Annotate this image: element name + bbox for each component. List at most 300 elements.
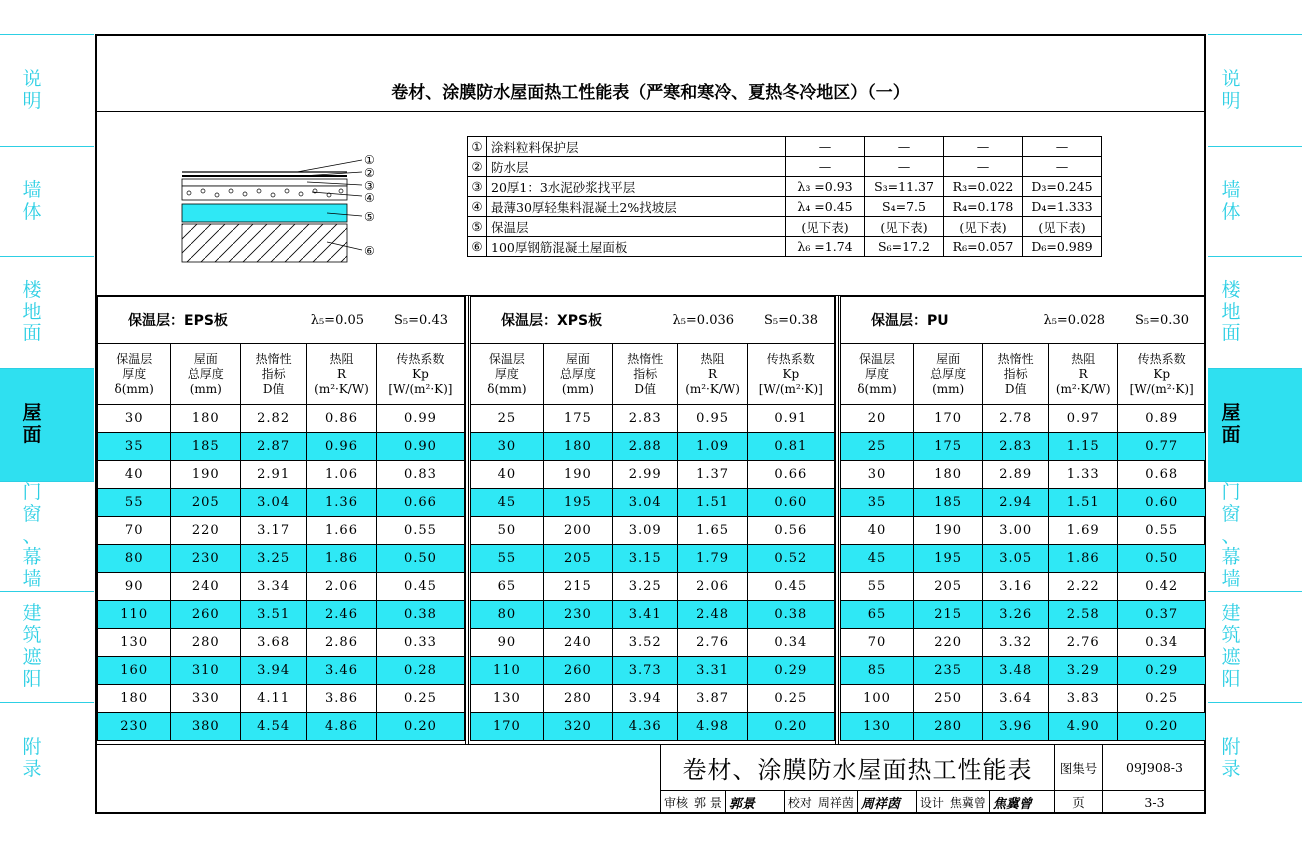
nav-item-char: 录 (1221, 757, 1241, 780)
layer-num: ⑤ (468, 217, 487, 237)
cell-total: 175 (543, 405, 612, 433)
cell-total: 205 (914, 573, 983, 601)
nav-item-char: 幕 (22, 546, 42, 569)
cell-coef: 0.50 (1118, 545, 1206, 573)
nav-item-5[interactable] (0, 591, 94, 702)
column-header-line: 屋面 (193, 351, 218, 366)
cell-total: 205 (543, 545, 612, 573)
table-row (471, 657, 835, 685)
layer-num: ② (468, 157, 487, 177)
cell-resistance: 3.31 (678, 657, 747, 685)
cell-coef: 0.34 (747, 629, 834, 657)
cell-thickness: 65 (471, 573, 544, 601)
column-header-line: 热惰性 (997, 351, 1034, 366)
nav-item-6[interactable] (0, 702, 94, 814)
atlas-number: 09J908-3 (1102, 745, 1206, 791)
column-header-line: [W/(m²·K)] (1129, 381, 1194, 396)
construction-section (97, 112, 1204, 296)
cell-thickness: 90 (98, 573, 171, 601)
layer-row (468, 177, 1102, 197)
column-header-line: 热惰性 (627, 351, 664, 366)
column-header-thickness (98, 344, 171, 405)
column-header-line: D值 (262, 381, 285, 396)
layer-num: ③ (468, 177, 487, 197)
column-header-line: Kp (782, 366, 800, 381)
table-row (471, 573, 835, 601)
cell-total: 185 (171, 433, 241, 461)
table-row (471, 545, 835, 573)
cell-coef: 0.81 (747, 433, 834, 461)
cell-resistance: 1.33 (1049, 461, 1118, 489)
cell-coef: 0.29 (1118, 657, 1206, 685)
layer-lambda: λ₄ =0.45 (786, 197, 865, 217)
cell-coef: 0.25 (747, 685, 834, 713)
layer-name: 100厚钢筋混凝土屋面板 (487, 237, 786, 257)
cell-total: 180 (543, 433, 612, 461)
atlas-label: 图集号 (1054, 745, 1102, 791)
cell-thickness: 100 (841, 685, 914, 713)
section-label-1: ① (364, 153, 375, 167)
layer-d: D₃=0.245 (1023, 177, 1102, 197)
column-header-line: (mm) (932, 381, 965, 396)
column-header-total (543, 344, 612, 405)
layer-s: — (865, 157, 944, 177)
layer-name: 防水层 (487, 157, 786, 177)
cell-resistance: 1.69 (1049, 517, 1118, 545)
layer-row (468, 197, 1102, 217)
layer-name: 保温层 (487, 217, 786, 237)
column-header-line: δ(mm) (857, 381, 897, 396)
cell-inertia: 3.68 (241, 629, 307, 657)
column-header-line: 传热系数 (396, 351, 445, 366)
cell-total: 180 (914, 461, 983, 489)
cell-thickness: 80 (98, 545, 171, 573)
layer-r: (见下表) (944, 217, 1023, 237)
nav-item-char: 说 (1221, 67, 1241, 90)
cell-coef: 0.60 (1118, 489, 1206, 517)
column-header-line: 指标 (261, 366, 286, 381)
cell-inertia: 3.26 (983, 601, 1049, 629)
cell-resistance: 2.76 (1049, 629, 1118, 657)
table-row (98, 461, 465, 489)
column-header-line: 传热系数 (766, 351, 815, 366)
table-row (98, 517, 465, 545)
layer-lambda: (见下表) (786, 217, 865, 237)
cell-inertia: 2.89 (983, 461, 1049, 489)
cell-coef: 0.83 (376, 461, 464, 489)
cell-resistance: 1.37 (678, 461, 747, 489)
layer-r: R₆=0.057 (944, 237, 1023, 257)
cell-resistance: 1.51 (678, 489, 747, 517)
column-header-resistance (678, 344, 747, 405)
table-row (98, 713, 465, 741)
nav-item-char: 墙 (22, 568, 42, 591)
cell-inertia: 3.64 (983, 685, 1049, 713)
cell-total: 260 (543, 657, 612, 685)
panel-eps (97, 296, 465, 744)
panel-lambda: λ₅=0.05 (310, 312, 365, 328)
cell-resistance: 1.65 (678, 517, 747, 545)
table-row (841, 657, 1206, 685)
cell-resistance: 1.09 (678, 433, 747, 461)
cell-thickness: 50 (471, 517, 544, 545)
nav-item-char: 说 (22, 67, 42, 90)
nav-item-char: 窗 (1221, 502, 1241, 525)
table-row (841, 461, 1206, 489)
nav-item-char: 地 (22, 300, 42, 323)
layer-r: — (944, 137, 1023, 157)
review-label: 审核 (664, 795, 689, 810)
cell-total: 250 (914, 685, 983, 713)
column-header-line: 热阻 (1071, 351, 1096, 366)
column-header-line: 保温层 (116, 351, 153, 366)
cell-total: 235 (914, 657, 983, 685)
cell-resistance: 3.87 (678, 685, 747, 713)
cell-coef: 0.66 (376, 489, 464, 517)
cell-inertia: 3.25 (241, 545, 307, 573)
cell-thickness: 25 (841, 433, 914, 461)
page-number: 3-3 (1102, 791, 1206, 813)
layer-d: (见下表) (1023, 217, 1102, 237)
cell-resistance: 2.58 (1049, 601, 1118, 629)
nav-item-char: 录 (22, 757, 42, 780)
cell-inertia: 3.25 (612, 573, 678, 601)
panel-divider (465, 296, 469, 744)
column-header-coef (747, 344, 834, 405)
cell-inertia: 3.94 (612, 685, 678, 713)
cell-resistance: 0.97 (1049, 405, 1118, 433)
table-row (471, 433, 835, 461)
nav-item-4[interactable] (0, 481, 94, 591)
cell-coef: 0.89 (1118, 405, 1206, 433)
cell-resistance: 2.22 (1049, 573, 1118, 601)
nav-item-char: 窗 (22, 502, 42, 525)
nav-item-char: 楼 (1221, 278, 1241, 301)
designer-signature: 焦冀曾 (992, 796, 1032, 812)
cell-coef: 0.28 (376, 657, 464, 685)
table-row (98, 405, 465, 433)
cell-coef: 0.45 (747, 573, 834, 601)
column-header-total (171, 344, 241, 405)
cell-coef: 0.20 (1118, 713, 1206, 741)
cell-total: 215 (914, 601, 983, 629)
column-header-line: (m²·K/W) (685, 381, 740, 396)
cell-inertia: 2.83 (612, 405, 678, 433)
column-header-line: R (336, 366, 347, 381)
table-row (471, 713, 835, 741)
nav-item-0[interactable] (0, 34, 94, 146)
column-header-resistance (1049, 344, 1118, 405)
column-header-line: 热惰性 (255, 351, 292, 366)
section-label-4: ④ (364, 191, 375, 205)
cell-inertia: 3.48 (983, 657, 1049, 685)
layer-r: R₄=0.178 (944, 197, 1023, 217)
column-header-line: 保温层 (488, 351, 525, 366)
nav-item-char: 屋 (1221, 402, 1241, 425)
cell-inertia: 3.32 (983, 629, 1049, 657)
cell-thickness: 180 (98, 685, 171, 713)
column-header-line: 总厚度 (930, 366, 967, 381)
table-row (471, 405, 835, 433)
cell-inertia: 3.96 (983, 713, 1049, 741)
table-row (841, 405, 1206, 433)
nav-item-char: 楼 (22, 278, 42, 301)
cell-coef: 0.52 (747, 545, 834, 573)
column-header-line: 屋面 (565, 351, 590, 366)
table-row (98, 545, 465, 573)
signature-row (660, 791, 1054, 813)
cell-thickness: 130 (471, 685, 544, 713)
cell-inertia: 3.00 (983, 517, 1049, 545)
section-label-3: ③ (364, 179, 375, 193)
check-label: 校对 (787, 795, 812, 810)
nav-item-6[interactable] (1208, 702, 1302, 814)
cell-coef: 0.37 (1118, 601, 1206, 629)
cell-thickness: 65 (841, 601, 914, 629)
column-header-line: D值 (634, 381, 657, 396)
layer-s: S₄=7.5 (865, 197, 944, 217)
nav-item-3[interactable] (0, 368, 94, 481)
nav-item-char: 建 (22, 602, 42, 625)
cell-thickness: 110 (471, 657, 544, 685)
cell-inertia: 4.36 (612, 713, 678, 741)
cell-coef: 0.99 (376, 405, 464, 433)
layer-row (468, 237, 1102, 257)
layer-r: R₃=0.022 (944, 177, 1023, 197)
cell-coef: 0.50 (376, 545, 464, 573)
cell-total: 320 (543, 713, 612, 741)
column-header-coef (376, 344, 464, 405)
cell-resistance: 2.76 (678, 629, 747, 657)
column-header-line: (mm) (561, 381, 594, 396)
table-row (841, 545, 1206, 573)
nav-item-char: 遮 (1221, 646, 1241, 668)
nav-item-char: 体 (1221, 200, 1241, 223)
cell-inertia: 2.94 (983, 489, 1049, 517)
cell-total: 240 (171, 573, 241, 601)
reviewer-name: 郭 景 (694, 795, 722, 810)
nav-item-3[interactable] (1208, 368, 1302, 481)
column-header-line: 厚度 (494, 366, 519, 381)
cell-coef: 0.90 (376, 433, 464, 461)
cell-thickness: 230 (98, 713, 171, 741)
cell-thickness: 35 (98, 433, 171, 461)
layer-r: — (944, 157, 1023, 177)
layer-lambda: λ₆ =1.74 (786, 237, 865, 257)
column-header-thickness (471, 344, 544, 405)
cell-inertia: 3.51 (241, 601, 307, 629)
nav-item-0[interactable] (1208, 34, 1302, 146)
cell-coef: 0.56 (747, 517, 834, 545)
nav-item-char: 墙 (1221, 178, 1241, 201)
panel-title: 保温层：XPS板 (501, 313, 603, 329)
thermal-tables (97, 296, 1204, 744)
drawing-frame (95, 34, 1206, 814)
cell-inertia: 3.52 (612, 629, 678, 657)
cell-resistance: 3.29 (1049, 657, 1118, 685)
table-row (841, 685, 1206, 713)
nav-item-char: 门 (1221, 480, 1241, 503)
cell-thickness: 45 (841, 545, 914, 573)
checker-name: 周祥茵 (817, 795, 854, 810)
cell-coef: 0.20 (376, 713, 464, 741)
column-header-line: 厚度 (122, 366, 147, 381)
layer-s: S₆=17.2 (865, 237, 944, 257)
nav-item-4[interactable] (1208, 481, 1302, 591)
cell-resistance: 4.98 (678, 713, 747, 741)
cell-thickness: 55 (471, 545, 544, 573)
table-row (471, 461, 835, 489)
nav-item-char: 附 (22, 735, 42, 758)
cell-coef: 0.66 (747, 461, 834, 489)
layer-num: ① (468, 137, 487, 157)
table-row (98, 489, 465, 517)
cell-coef: 0.55 (376, 517, 464, 545)
cell-coef: 0.55 (1118, 517, 1206, 545)
cell-resistance: 0.95 (678, 405, 747, 433)
page-title: 卷材、涂膜防水屋面热工性能表（严寒和寒冷、夏热冬冷地区）（一） (391, 83, 910, 103)
panel-lambda: λ₅=0.028 (1043, 312, 1106, 328)
table-row (98, 657, 465, 685)
cell-inertia: 3.94 (241, 657, 307, 685)
column-header-line: 总厚度 (559, 366, 596, 381)
column-header-line: 总厚度 (187, 366, 224, 381)
drawing-name: 卷材、涂膜防水屋面热工性能表 (660, 745, 1054, 791)
section-label-2: ② (364, 166, 375, 180)
cell-thickness: 160 (98, 657, 171, 685)
cell-resistance: 2.46 (307, 601, 377, 629)
layer-d: — (1023, 157, 1102, 177)
nav-item-2[interactable] (1208, 256, 1302, 368)
cell-thickness: 70 (841, 629, 914, 657)
nav-item-char: 、 (22, 524, 42, 547)
cell-coef: 0.42 (1118, 573, 1206, 601)
layer-name: 涂料粒料保护层 (487, 137, 786, 157)
nav-item-1[interactable] (0, 146, 94, 256)
table-row (841, 601, 1206, 629)
layer-d: D₄=1.333 (1023, 197, 1102, 217)
table-row (98, 601, 465, 629)
cell-resistance: 1.06 (307, 461, 377, 489)
column-header-line: 热阻 (329, 351, 354, 366)
cell-total: 195 (914, 545, 983, 573)
column-header-line: 指标 (633, 366, 658, 381)
layer-num: ⑥ (468, 237, 487, 257)
cell-inertia: 3.41 (612, 601, 678, 629)
cell-total: 380 (171, 713, 241, 741)
cell-inertia: 2.87 (241, 433, 307, 461)
table-row (98, 685, 465, 713)
nav-item-char: 面 (1221, 424, 1241, 446)
cell-resistance: 1.86 (307, 545, 377, 573)
nav-item-char: 门 (22, 480, 42, 503)
cell-coef: 0.34 (1118, 629, 1206, 657)
thermal-table (840, 296, 1206, 741)
layer-d: — (1023, 137, 1102, 157)
table-row (471, 629, 835, 657)
cell-inertia: 3.09 (612, 517, 678, 545)
layer-row (468, 137, 1102, 157)
cell-thickness: 85 (841, 657, 914, 685)
layer-s: S₃=11.37 (865, 177, 944, 197)
column-header-line: 热阻 (700, 351, 725, 366)
column-header-inertia (983, 344, 1049, 405)
table-row (471, 489, 835, 517)
column-header-line: Kp (412, 366, 429, 381)
cell-thickness: 170 (471, 713, 544, 741)
cell-total: 185 (914, 489, 983, 517)
cell-thickness: 25 (471, 405, 544, 433)
cell-total: 330 (171, 685, 241, 713)
nav-item-char: 面 (22, 322, 42, 345)
column-header-line: 传热系数 (1137, 351, 1186, 366)
nav-item-char: 筑 (22, 624, 42, 647)
cell-resistance: 1.36 (307, 489, 377, 517)
cell-inertia: 4.11 (241, 685, 307, 713)
nav-item-char: 墙 (22, 178, 42, 201)
panel-pu (840, 296, 1206, 744)
cell-resistance: 3.46 (307, 657, 377, 685)
cell-resistance: 2.48 (678, 601, 747, 629)
cell-coef: 0.33 (376, 629, 464, 657)
column-header-line: [W/(m²·K)] (388, 381, 453, 396)
cell-thickness: 40 (98, 461, 171, 489)
nav-item-char: 面 (22, 424, 42, 446)
cell-total: 215 (543, 573, 612, 601)
cell-total: 190 (914, 517, 983, 545)
cell-coef: 0.25 (376, 685, 464, 713)
column-header-total (914, 344, 983, 405)
cell-thickness: 110 (98, 601, 171, 629)
cell-total: 180 (171, 405, 241, 433)
nav-item-char: 地 (1221, 300, 1241, 323)
cell-resistance: 2.06 (307, 573, 377, 601)
table-row (471, 601, 835, 629)
cell-total: 200 (543, 517, 612, 545)
nav-item-5[interactable] (1208, 591, 1302, 702)
cell-thickness: 30 (841, 461, 914, 489)
cell-inertia: 2.83 (983, 433, 1049, 461)
nav-item-char: 附 (1221, 735, 1241, 758)
column-header-inertia (241, 344, 307, 405)
table-row (471, 685, 835, 713)
cell-coef: 0.38 (376, 601, 464, 629)
cell-coef: 0.77 (1118, 433, 1206, 461)
layer-s: — (865, 137, 944, 157)
layer-name: 20厚1：3水泥砂浆找平层 (487, 177, 786, 197)
cell-resistance: 1.66 (307, 517, 377, 545)
column-header-line: δ(mm) (114, 381, 154, 396)
cell-total: 190 (543, 461, 612, 489)
cell-thickness: 55 (98, 489, 171, 517)
cell-resistance: 4.86 (307, 713, 377, 741)
cell-coef: 0.68 (1118, 461, 1206, 489)
cell-total: 230 (171, 545, 241, 573)
cell-inertia: 3.04 (241, 489, 307, 517)
cell-total: 240 (543, 629, 612, 657)
cell-inertia: 2.91 (241, 461, 307, 489)
panel-s: S₅=0.38 (764, 312, 818, 328)
cell-total: 280 (543, 685, 612, 713)
nav-item-char: 阳 (1221, 667, 1241, 690)
column-header-inertia (612, 344, 678, 405)
nav-item-1[interactable] (1208, 146, 1302, 256)
cell-resistance: 4.90 (1049, 713, 1118, 741)
nav-item-2[interactable] (0, 256, 94, 368)
nav-item-char: 幕 (1221, 546, 1241, 569)
cell-resistance: 2.86 (307, 629, 377, 657)
cell-thickness: 40 (841, 517, 914, 545)
